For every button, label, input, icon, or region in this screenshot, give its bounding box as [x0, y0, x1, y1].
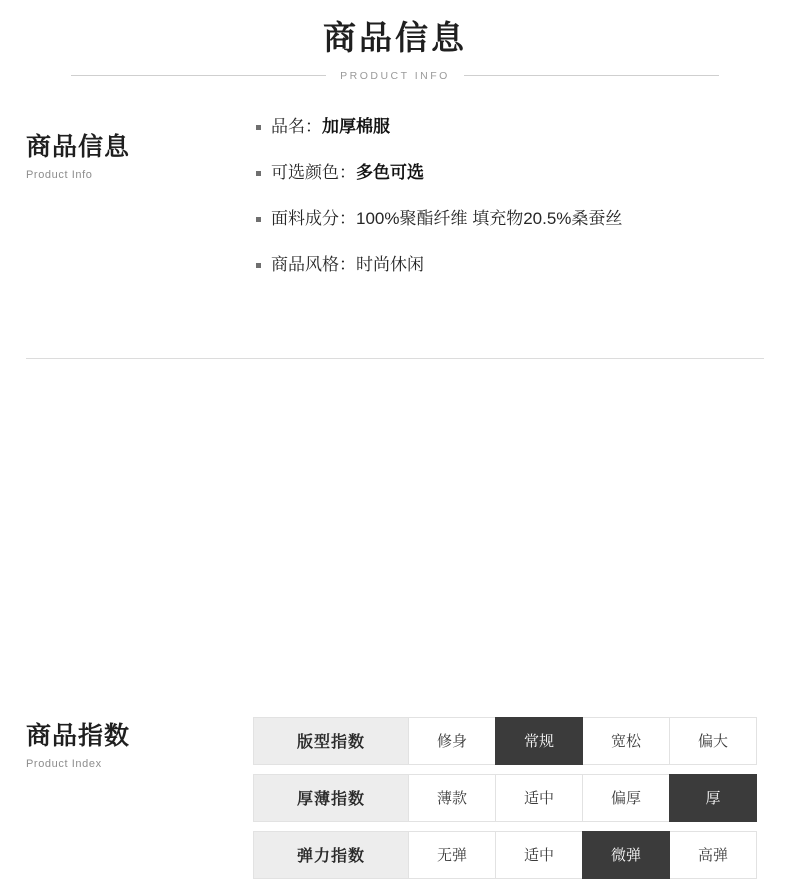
option-cell[interactable]: 修身: [408, 717, 496, 765]
page-title: 商品信息: [323, 19, 467, 56]
product-index-heading-en: Product Index: [26, 757, 102, 770]
option-cell[interactable]: 适中: [495, 831, 583, 879]
option-cell[interactable]: 偏厚: [582, 774, 670, 822]
product-index-heading-cn: 商品指数: [26, 721, 131, 750]
option-cell-selected[interactable]: 微弹: [582, 831, 670, 879]
row-header: 弹力指数: [253, 831, 409, 879]
section-product-info: [0, 108, 790, 323]
option-cell[interactable]: 偏大: [669, 717, 757, 765]
page-header: [0, 0, 790, 82]
subtitle-rule-right: [464, 75, 719, 76]
product-info-heading-en: Product Info: [26, 168, 93, 181]
info-key: 商品风格：: [271, 254, 356, 274]
bullet-icon: [256, 263, 261, 268]
list-item: [256, 208, 756, 230]
page-subtitle-row: [0, 70, 790, 82]
list-item: [256, 116, 756, 138]
product-info-heading: [26, 132, 130, 181]
option-cell-selected[interactable]: 常规: [495, 717, 583, 765]
product-info-heading-cn: 商品信息: [26, 132, 131, 161]
info-key: 品名：: [271, 116, 322, 136]
bullet-icon: [256, 125, 261, 130]
list-item: [256, 162, 756, 184]
bullet-icon: [256, 217, 261, 222]
option-cell-selected[interactable]: 厚: [669, 774, 757, 822]
bullet-icon: [256, 171, 261, 176]
product-info-list: [256, 116, 756, 300]
option-cell[interactable]: 薄款: [408, 774, 496, 822]
option-cell[interactable]: 高弹: [669, 831, 757, 879]
subtitle-rule-left: [71, 75, 326, 76]
info-text: [271, 162, 424, 184]
option-cell[interactable]: 适中: [495, 774, 583, 822]
list-item: [256, 254, 756, 276]
table-row: [253, 774, 763, 822]
page-subtitle: PRODUCT INFO: [340, 69, 450, 82]
info-text: [271, 208, 622, 230]
info-key: 面料成分：: [271, 208, 356, 228]
info-text: [271, 254, 424, 276]
info-value: 多色可选: [356, 162, 424, 182]
product-index-table: [253, 717, 763, 888]
table-row: [253, 717, 763, 765]
info-text: [271, 116, 390, 138]
table-row: [253, 831, 763, 879]
option-cell[interactable]: 无弹: [408, 831, 496, 879]
info-value: 加厚棉服: [322, 116, 390, 136]
row-header: 版型指数: [253, 717, 409, 765]
section-divider: [26, 358, 764, 359]
info-value: 100%聚酯纤维 填充物20.5%桑蚕丝: [356, 208, 623, 228]
product-index-heading: [26, 721, 130, 770]
info-key: 可选颜色：: [271, 162, 356, 182]
option-cell[interactable]: 宽松: [582, 717, 670, 765]
row-header: 厚薄指数: [253, 774, 409, 822]
info-value: 时尚休闲: [356, 254, 424, 274]
